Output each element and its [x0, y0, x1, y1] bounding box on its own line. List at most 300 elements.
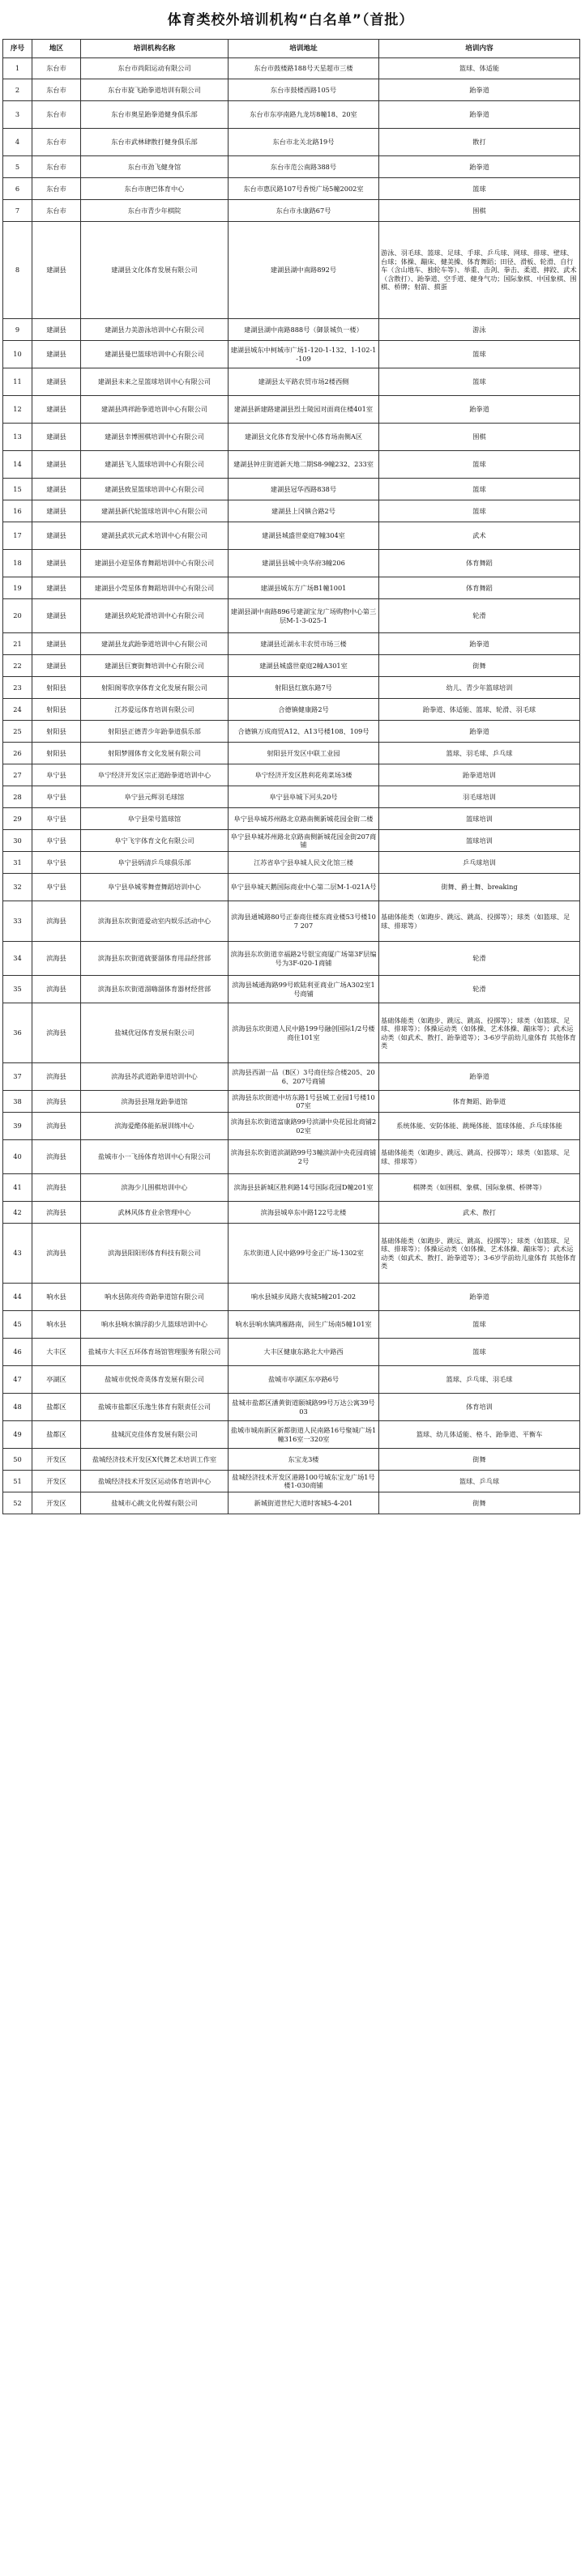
row-address: 建湖县钟庄街道新天地二期S8-9幢232、233室 [229, 451, 379, 479]
table-row [3, 1091, 580, 1113]
row-address: 建湖县湖中南路896号建湖宝龙广场购物中心第三层M-1-3-025-1 [229, 599, 379, 633]
header-content: 培训内容 [379, 40, 580, 58]
table-row [3, 522, 580, 550]
row-name: 阜宁县元辉羽毛球馆 [81, 786, 229, 808]
row-content: 跆拳道 [379, 101, 580, 129]
row-name: 滨海县苏武道跆拳道培训中心 [81, 1063, 229, 1091]
row-address: 阜宁县阜城苏州路北京路南侧新城花园金街207商铺 [229, 830, 379, 852]
row-content: 篮球 [379, 1311, 580, 1339]
header-region: 地区 [32, 40, 81, 58]
row-address: 滨海县县新城区胜利路14号国际花园D幢201室 [229, 1174, 379, 1202]
row-address: 东台市鼓楼西路105号 [229, 79, 379, 101]
row-name: 建湖县玖屹轮滑培训中心有限公司 [81, 599, 229, 633]
row-no: 42 [3, 1202, 32, 1224]
row-name: 盐城优冠体育发展有限公司 [81, 1003, 229, 1063]
row-name: 响水县陈亮传奇跆拳道馆有限公司 [81, 1284, 229, 1311]
row-address: 东台市永康路67号 [229, 200, 379, 222]
row-name: 滨海县东坎街道溜嗨溜体育器材经营部 [81, 976, 229, 1003]
row-content: 篮球培训 [379, 808, 580, 830]
row-address: 东坎街道人民中路99号金正广场-1302室 [229, 1224, 379, 1284]
table-row [3, 808, 580, 830]
row-no: 26 [3, 743, 32, 764]
table-row [3, 200, 580, 222]
row-region: 亭湖区 [32, 1366, 81, 1394]
row-name: 建湖县武状元武术培训中心有限公司 [81, 522, 229, 550]
table-row [3, 599, 580, 633]
row-content: 羽毛球培训 [379, 786, 580, 808]
table-header-row [3, 40, 580, 58]
row-no: 19 [3, 577, 32, 599]
row-content: 篮球、乒乓球、羽毛球 [379, 1366, 580, 1394]
row-address: 大丰区健康东路北大中路西 [229, 1339, 379, 1366]
row-name: 响水县响水镇浮韵少儿篮球培训中心 [81, 1311, 229, 1339]
row-region: 建湖县 [32, 222, 81, 319]
row-region: 建湖县 [32, 633, 81, 655]
table-row [3, 874, 580, 901]
row-region: 东台市 [32, 156, 81, 178]
row-no: 35 [3, 976, 32, 1003]
row-address: 建湖县湖中南路892号 [229, 222, 379, 319]
row-address: 建湖县湖中南路888号（御景城负一楼） [229, 319, 379, 341]
row-name: 阜宁经济开发区宗正道跆拳道培训中心 [81, 764, 229, 786]
table-row [3, 1366, 580, 1394]
row-region: 开发区 [32, 1492, 81, 1514]
row-address: 响水县响水镇鸿雁路南，回生广场南5幢101室 [229, 1311, 379, 1339]
row-content: 轮滑 [379, 942, 580, 976]
header-name: 培训机构名称 [81, 40, 229, 58]
row-no: 30 [3, 830, 32, 852]
row-address: 东台市鼓楼路188号天星超市三楼 [229, 58, 379, 79]
row-address: 建湖县近湖永丰农贸市场三楼 [229, 633, 379, 655]
table-row [3, 1202, 580, 1224]
table-row [3, 1140, 580, 1174]
row-no: 2 [3, 79, 32, 101]
row-address: 东台市惠民路107号香悦广场5幢2002室 [229, 178, 379, 200]
row-no: 41 [3, 1174, 32, 1202]
institutions-table [2, 39, 580, 1514]
row-content: 基础体能类（如跑步、跳远、跳高、投掷等）；球类（如篮球、足球、排球等）；体操运动类（如体操、艺术体操、蹦床等）；武术运动类（如武术、散打、跆拳道等）；3-6岁学前幼儿童体育 其他体育类 [379, 1224, 580, 1284]
row-region: 响水县 [32, 1284, 81, 1311]
row-address: 盐城经济技术开发区港路100号城东宝龙广场1号楼1-030商铺 [229, 1471, 379, 1492]
row-content: 跆拳道 [379, 633, 580, 655]
row-no: 39 [3, 1113, 32, 1140]
row-no: 37 [3, 1063, 32, 1091]
row-address: 东台市东亭南路九龙坊8幢18、20室 [229, 101, 379, 129]
row-region: 滨海县 [32, 1091, 81, 1113]
row-no: 43 [3, 1224, 32, 1284]
row-name: 武林风体育业余管理中心 [81, 1202, 229, 1224]
row-content: 篮球 [379, 500, 580, 522]
row-region: 阜宁县 [32, 874, 81, 901]
table-row [3, 79, 580, 101]
row-address: 响水县城步凤路大夜城5幢201-202 [229, 1284, 379, 1311]
row-name: 东台市旋飞跆拳道培训有限公司 [81, 79, 229, 101]
row-region: 射阳县 [32, 743, 81, 764]
row-address: 阜宁经济开发区胜利花苑菜场3楼 [229, 764, 379, 786]
row-region: 东台市 [32, 129, 81, 156]
row-name: 滨海县阳阳形体育科技有限公司 [81, 1224, 229, 1284]
row-content: 跆拳道 [379, 721, 580, 743]
row-name: 东台市青少年棋院 [81, 200, 229, 222]
row-address: 建湖县城盛世豪庭7幢304室 [229, 522, 379, 550]
row-name: 滨海少儿围棋培训中心 [81, 1174, 229, 1202]
row-content: 游泳 [379, 319, 580, 341]
table-row [3, 786, 580, 808]
row-region: 阜宁县 [32, 830, 81, 852]
row-no: 48 [3, 1394, 32, 1421]
row-address: 建湖县冠华西路838号 [229, 479, 379, 500]
row-region: 东台市 [32, 200, 81, 222]
row-address: 建湖县文化体育发展中心体育场南侧A区 [229, 424, 379, 451]
table-body [3, 58, 580, 1514]
table-row [3, 764, 580, 786]
row-content: 散打 [379, 129, 580, 156]
row-region: 滨海县 [32, 942, 81, 976]
row-name: 滨海县东坎街道爱动室内娱乐活动中心 [81, 901, 229, 942]
row-region: 盐都区 [32, 1421, 81, 1449]
row-content: 乒乓球培训 [379, 852, 580, 874]
row-no: 6 [3, 178, 32, 200]
row-no: 44 [3, 1284, 32, 1311]
row-address: 滨海县东坎街道幸福路2号银宝商厦广场第3F层编号为3F-020-1商铺 [229, 942, 379, 976]
row-address: 滨海县西湖一品（B区）3号商住综合楼205、206、207号商铺 [229, 1063, 379, 1091]
row-content: 围棋 [379, 424, 580, 451]
table-row [3, 677, 580, 699]
row-address: 合德镇万成商贸A12、A13号楼108、109号 [229, 721, 379, 743]
row-region: 阜宁县 [32, 764, 81, 786]
row-no: 45 [3, 1311, 32, 1339]
row-no: 18 [3, 550, 32, 577]
row-name: 建湖县鸿祥跆拳道培训中心有限公司 [81, 396, 229, 424]
row-no: 38 [3, 1091, 32, 1113]
row-address: 合德镇健康路2号 [229, 699, 379, 721]
table-row [3, 1063, 580, 1091]
row-name: 建湖县新代轮篮球培训中心有限公司 [81, 500, 229, 522]
row-no: 34 [3, 942, 32, 976]
row-content: 街舞 [379, 655, 580, 677]
row-region: 阜宁县 [32, 808, 81, 830]
table-row [3, 341, 580, 368]
table-row [3, 500, 580, 522]
row-name: 射阳阁零欣享体育文化发展有限公司 [81, 677, 229, 699]
row-name: 东台市奥星跆拳道健身俱乐部 [81, 101, 229, 129]
row-name: 建湖县幸博围棋培训中心有限公司 [81, 424, 229, 451]
row-region: 滨海县 [32, 1140, 81, 1174]
row-region: 滨海县 [32, 1202, 81, 1224]
row-region: 建湖县 [32, 655, 81, 677]
row-address: 阜宁县阜城天鹅国际商业中心第二层M-1-021A号 [229, 874, 379, 901]
table-row [3, 577, 580, 599]
row-content: 篮球 [379, 178, 580, 200]
row-address: 阜宁县阜城苏州路北京路南侧新城花园金街二楼 [229, 808, 379, 830]
row-no: 8 [3, 222, 32, 319]
row-address: 建湖县城东方广场B1幢1001 [229, 577, 379, 599]
row-no: 40 [3, 1140, 32, 1174]
row-no: 12 [3, 396, 32, 424]
row-content: 跆拳道 [379, 156, 580, 178]
row-region: 建湖县 [32, 479, 81, 500]
row-address: 盐城市亭湖区东亭路6号 [229, 1366, 379, 1394]
row-name: 建湖县小迎星体育舞蹈培训中心有限公司 [81, 550, 229, 577]
row-name: 东台市尚阳运动有限公司 [81, 58, 229, 79]
row-region: 盐都区 [32, 1394, 81, 1421]
row-content: 篮球 [379, 1339, 580, 1366]
row-region: 射阳县 [32, 677, 81, 699]
row-name: 射阳梦圆体育文化发展有限公司 [81, 743, 229, 764]
row-address: 盐城市盐都区潘黄街道颐城路99号万达公寓39号03 [229, 1394, 379, 1421]
row-region: 滨海县 [32, 1174, 81, 1202]
table-row [3, 222, 580, 319]
row-name: 盐城沉克佳体育发展有限公司 [81, 1421, 229, 1449]
row-region: 滨海县 [32, 901, 81, 942]
row-name: 盐城经济技术开发区运动体育培训中心 [81, 1471, 229, 1492]
row-name: 建湖县小莞星体育舞蹈培训中心有限公司 [81, 577, 229, 599]
row-content: 体育舞蹈、跆拳道 [379, 1091, 580, 1113]
table-row [3, 1394, 580, 1421]
row-content: 系统体能、安防体能、跳绳体能、篮球体能、乒乓球体能 [379, 1113, 580, 1140]
row-name: 盐城市大丰区五环体育场馆管理服务有限公司 [81, 1339, 229, 1366]
row-name: 建湖县未来之星篮球培训中心有限公司 [81, 368, 229, 396]
row-content: 跆拳道 [379, 1284, 580, 1311]
row-region: 东台市 [32, 178, 81, 200]
table-row [3, 1471, 580, 1492]
row-content: 武术 [379, 522, 580, 550]
row-name: 建湖县文化体育发展有限公司 [81, 222, 229, 319]
row-no: 14 [3, 451, 32, 479]
row-content: 轮滑 [379, 976, 580, 1003]
row-content: 基础体能类（如跑步、跳远、跳高、投掷等）；球类（如篮球、足球、排球等） [379, 901, 580, 942]
row-content: 篮球 [379, 479, 580, 500]
row-content: 围棋 [379, 200, 580, 222]
row-name: 盐城市优悦奇英体育发展有限公司 [81, 1366, 229, 1394]
row-content: 跆拳道 [379, 1063, 580, 1091]
row-content: 街舞、爵士舞、breaking [379, 874, 580, 901]
row-no: 28 [3, 786, 32, 808]
row-address: 滨海县东坎街道人民中路199号融创国际1/2号楼商住101室 [229, 1003, 379, 1063]
row-region: 阜宁县 [32, 852, 81, 874]
row-name: 建湖县巨赛街舞培训中心有限公司 [81, 655, 229, 677]
row-no: 24 [3, 699, 32, 721]
row-content: 游泳、羽毛球、篮球、足球、手球、乒乓球、网球、排球、壁球、台球；体操、蹦床、健美操、体育舞蹈；田径、滑板、轮滑、自行车（含山地车、独轮车等）、举重、击剑、拳击、柔道、摔跤、武术（含散打）、跆拳道、空手道、健身气功；国际象棋、中国象棋、围棋、桥牌；射箭、掼蛋 [379, 222, 580, 319]
row-content: 篮球、幼儿体适能、格斗、跆拳道、平衡车 [379, 1421, 580, 1449]
row-content: 篮球、羽毛球、乒乓球 [379, 743, 580, 764]
row-no: 32 [3, 874, 32, 901]
row-address: 东台市北关北路19号 [229, 129, 379, 156]
row-name: 阜宁县荣号篮球馆 [81, 808, 229, 830]
row-no: 9 [3, 319, 32, 341]
row-no: 29 [3, 808, 32, 830]
row-no: 31 [3, 852, 32, 874]
row-address: 建湖县县城中央华府3幢206 [229, 550, 379, 577]
row-address: 江苏省阜宁县阜城人民文化馆三楼 [229, 852, 379, 874]
table-row [3, 1339, 580, 1366]
row-no: 49 [3, 1421, 32, 1449]
row-no: 16 [3, 500, 32, 522]
row-content: 轮滑 [379, 599, 580, 633]
row-content: 篮球 [379, 368, 580, 396]
row-no: 50 [3, 1449, 32, 1471]
row-content: 跆拳道 [379, 396, 580, 424]
table-row [3, 1174, 580, 1202]
header-no: 序号 [3, 40, 32, 58]
row-content: 幼儿、青少年篮球培训 [379, 677, 580, 699]
table-row [3, 852, 580, 874]
row-region: 滨海县 [32, 1063, 81, 1091]
row-no: 36 [3, 1003, 32, 1063]
row-name: 建湖县力美游泳培训中心有限公司 [81, 319, 229, 341]
row-address: 射阳县红旗东路7号 [229, 677, 379, 699]
row-region: 建湖县 [32, 341, 81, 368]
row-content: 基础体能类（如跑步、跳远、跳高、投掷等）；球类（如篮球、足球、排球等） [379, 1140, 580, 1174]
row-region: 滨海县 [32, 1003, 81, 1063]
row-content: 棋牌类（如围棋、象棋、国际象棋、桥牌等） [379, 1174, 580, 1202]
row-no: 52 [3, 1492, 32, 1514]
row-region: 射阳县 [32, 699, 81, 721]
row-no: 20 [3, 599, 32, 633]
row-name: 盐城市心跳文化传媒有限公司 [81, 1492, 229, 1514]
row-name: 阜宁县炳清乒乓球俱乐部 [81, 852, 229, 874]
row-content: 篮球、体适能 [379, 58, 580, 79]
row-region: 滨海县 [32, 1224, 81, 1284]
table-row [3, 655, 580, 677]
table-row [3, 319, 580, 341]
row-region: 建湖县 [32, 319, 81, 341]
row-region: 建湖县 [32, 424, 81, 451]
row-address: 滨海县通城路80号正泰商住楼东商业楼53号楼107 207 [229, 901, 379, 942]
row-no: 4 [3, 129, 32, 156]
row-address: 建湖县城盛世豪庭2幢A301室 [229, 655, 379, 677]
row-content: 体育舞蹈 [379, 577, 580, 599]
row-region: 建湖县 [32, 550, 81, 577]
table-row [3, 396, 580, 424]
row-content: 街舞 [379, 1492, 580, 1514]
row-name: 滨海县东坎街道就要溜体育用品经营部 [81, 942, 229, 976]
header-address: 培训地址 [229, 40, 379, 58]
row-region: 阜宁县 [32, 786, 81, 808]
row-no: 46 [3, 1339, 32, 1366]
row-content: 武术、散打 [379, 1202, 580, 1224]
row-no: 22 [3, 655, 32, 677]
table-row [3, 633, 580, 655]
row-no: 1 [3, 58, 32, 79]
row-region: 建湖县 [32, 599, 81, 633]
row-address: 新城街道世纪大道时客城5-4-201 [229, 1492, 379, 1514]
row-region: 建湖县 [32, 577, 81, 599]
row-region: 建湖县 [32, 368, 81, 396]
row-name: 江苏爱远体育培训有限公司 [81, 699, 229, 721]
table-row [3, 942, 580, 976]
row-content: 跆拳道 [379, 79, 580, 101]
table-row [3, 1003, 580, 1063]
row-address: 建湖县太平路农贸市场2楼西侧 [229, 368, 379, 396]
table-row [3, 743, 580, 764]
row-content: 篮球 [379, 451, 580, 479]
row-no: 7 [3, 200, 32, 222]
table-row [3, 101, 580, 129]
table-row [3, 1284, 580, 1311]
table-row [3, 58, 580, 79]
row-no: 27 [3, 764, 32, 786]
row-no: 23 [3, 677, 32, 699]
row-region: 东台市 [32, 101, 81, 129]
row-no: 17 [3, 522, 32, 550]
row-address: 建湖县上冈镇合路2号 [229, 500, 379, 522]
row-content: 跆拳道、体适能、篮球、轮滑、羽毛球 [379, 699, 580, 721]
row-no: 5 [3, 156, 32, 178]
row-no: 25 [3, 721, 32, 743]
row-region: 东台市 [32, 58, 81, 79]
table-row [3, 901, 580, 942]
row-address: 盐城市城南新区新都街道人民南路16号聚城广场1幢316室一320室 [229, 1421, 379, 1449]
table-row [3, 976, 580, 1003]
row-address: 滨海县东坎街道富康路99号滨湖中央花园北商铺202室 [229, 1113, 379, 1140]
row-name: 盐城市小一飞扬体育培训中心有限公司 [81, 1140, 229, 1174]
table-row [3, 699, 580, 721]
row-region: 开发区 [32, 1471, 81, 1492]
row-name: 建湖县致星篮球培训中心有限公司 [81, 479, 229, 500]
row-name: 建湖县曼巴篮球培训中心有限公司 [81, 341, 229, 368]
row-region: 响水县 [32, 1311, 81, 1339]
row-content: 篮球、乒乓球 [379, 1471, 580, 1492]
row-name: 东台市武林肆散打健身俱乐部 [81, 129, 229, 156]
row-name: 东台市唐巴体育中心 [81, 178, 229, 200]
row-content: 街舞 [379, 1449, 580, 1471]
row-region: 建湖县 [32, 396, 81, 424]
row-region: 东台市 [32, 79, 81, 101]
row-name: 滨海爱酷体能拓展训练中心 [81, 1113, 229, 1140]
row-address: 滨海县东坎街道滨湖路99号3幢滨湖中央花园商铺2号 [229, 1140, 379, 1174]
row-no: 10 [3, 341, 32, 368]
row-address: 射阳县开发区中联工业园 [229, 743, 379, 764]
table-row [3, 1492, 580, 1514]
row-name: 东台市劲飞健身馆 [81, 156, 229, 178]
table-row [3, 451, 580, 479]
row-address: 东宝龙3楼 [229, 1449, 379, 1471]
row-no: 3 [3, 101, 32, 129]
row-no: 47 [3, 1366, 32, 1394]
row-region: 大丰区 [32, 1339, 81, 1366]
table-row [3, 550, 580, 577]
row-address: 建湖县城东中柯城市广场1-120-1-132、1-102-1-109 [229, 341, 379, 368]
table-row [3, 368, 580, 396]
row-address: 滨海县东坎街道中坊东路1号县城工业园1号楼1007室 [229, 1091, 379, 1113]
row-content: 篮球培训 [379, 830, 580, 852]
table-row [3, 830, 580, 852]
row-region: 建湖县 [32, 451, 81, 479]
row-no: 15 [3, 479, 32, 500]
row-no: 13 [3, 424, 32, 451]
row-no: 21 [3, 633, 32, 655]
page-title: 体育类校外培训机构“白名单”（首批） [167, 12, 414, 28]
row-content: 体育舞蹈 [379, 550, 580, 577]
row-content: 体育培训 [379, 1394, 580, 1421]
table-row [3, 721, 580, 743]
table-row [3, 156, 580, 178]
row-address: 阜宁县阜城下河头20号 [229, 786, 379, 808]
row-name: 盐城经济技术开发区X代舞艺术培训工作室 [81, 1449, 229, 1471]
row-region: 滨海县 [32, 1113, 81, 1140]
row-region: 建湖县 [32, 522, 81, 550]
table-row [3, 424, 580, 451]
row-region: 开发区 [32, 1449, 81, 1471]
row-content: 篮球 [379, 341, 580, 368]
table-row [3, 1449, 580, 1471]
row-content: 跆拳道培训 [379, 764, 580, 786]
row-no: 11 [3, 368, 32, 396]
table-row [3, 178, 580, 200]
row-name: 盐城市盐都区乐逸生体育有限责任公司 [81, 1394, 229, 1421]
row-no: 33 [3, 901, 32, 942]
